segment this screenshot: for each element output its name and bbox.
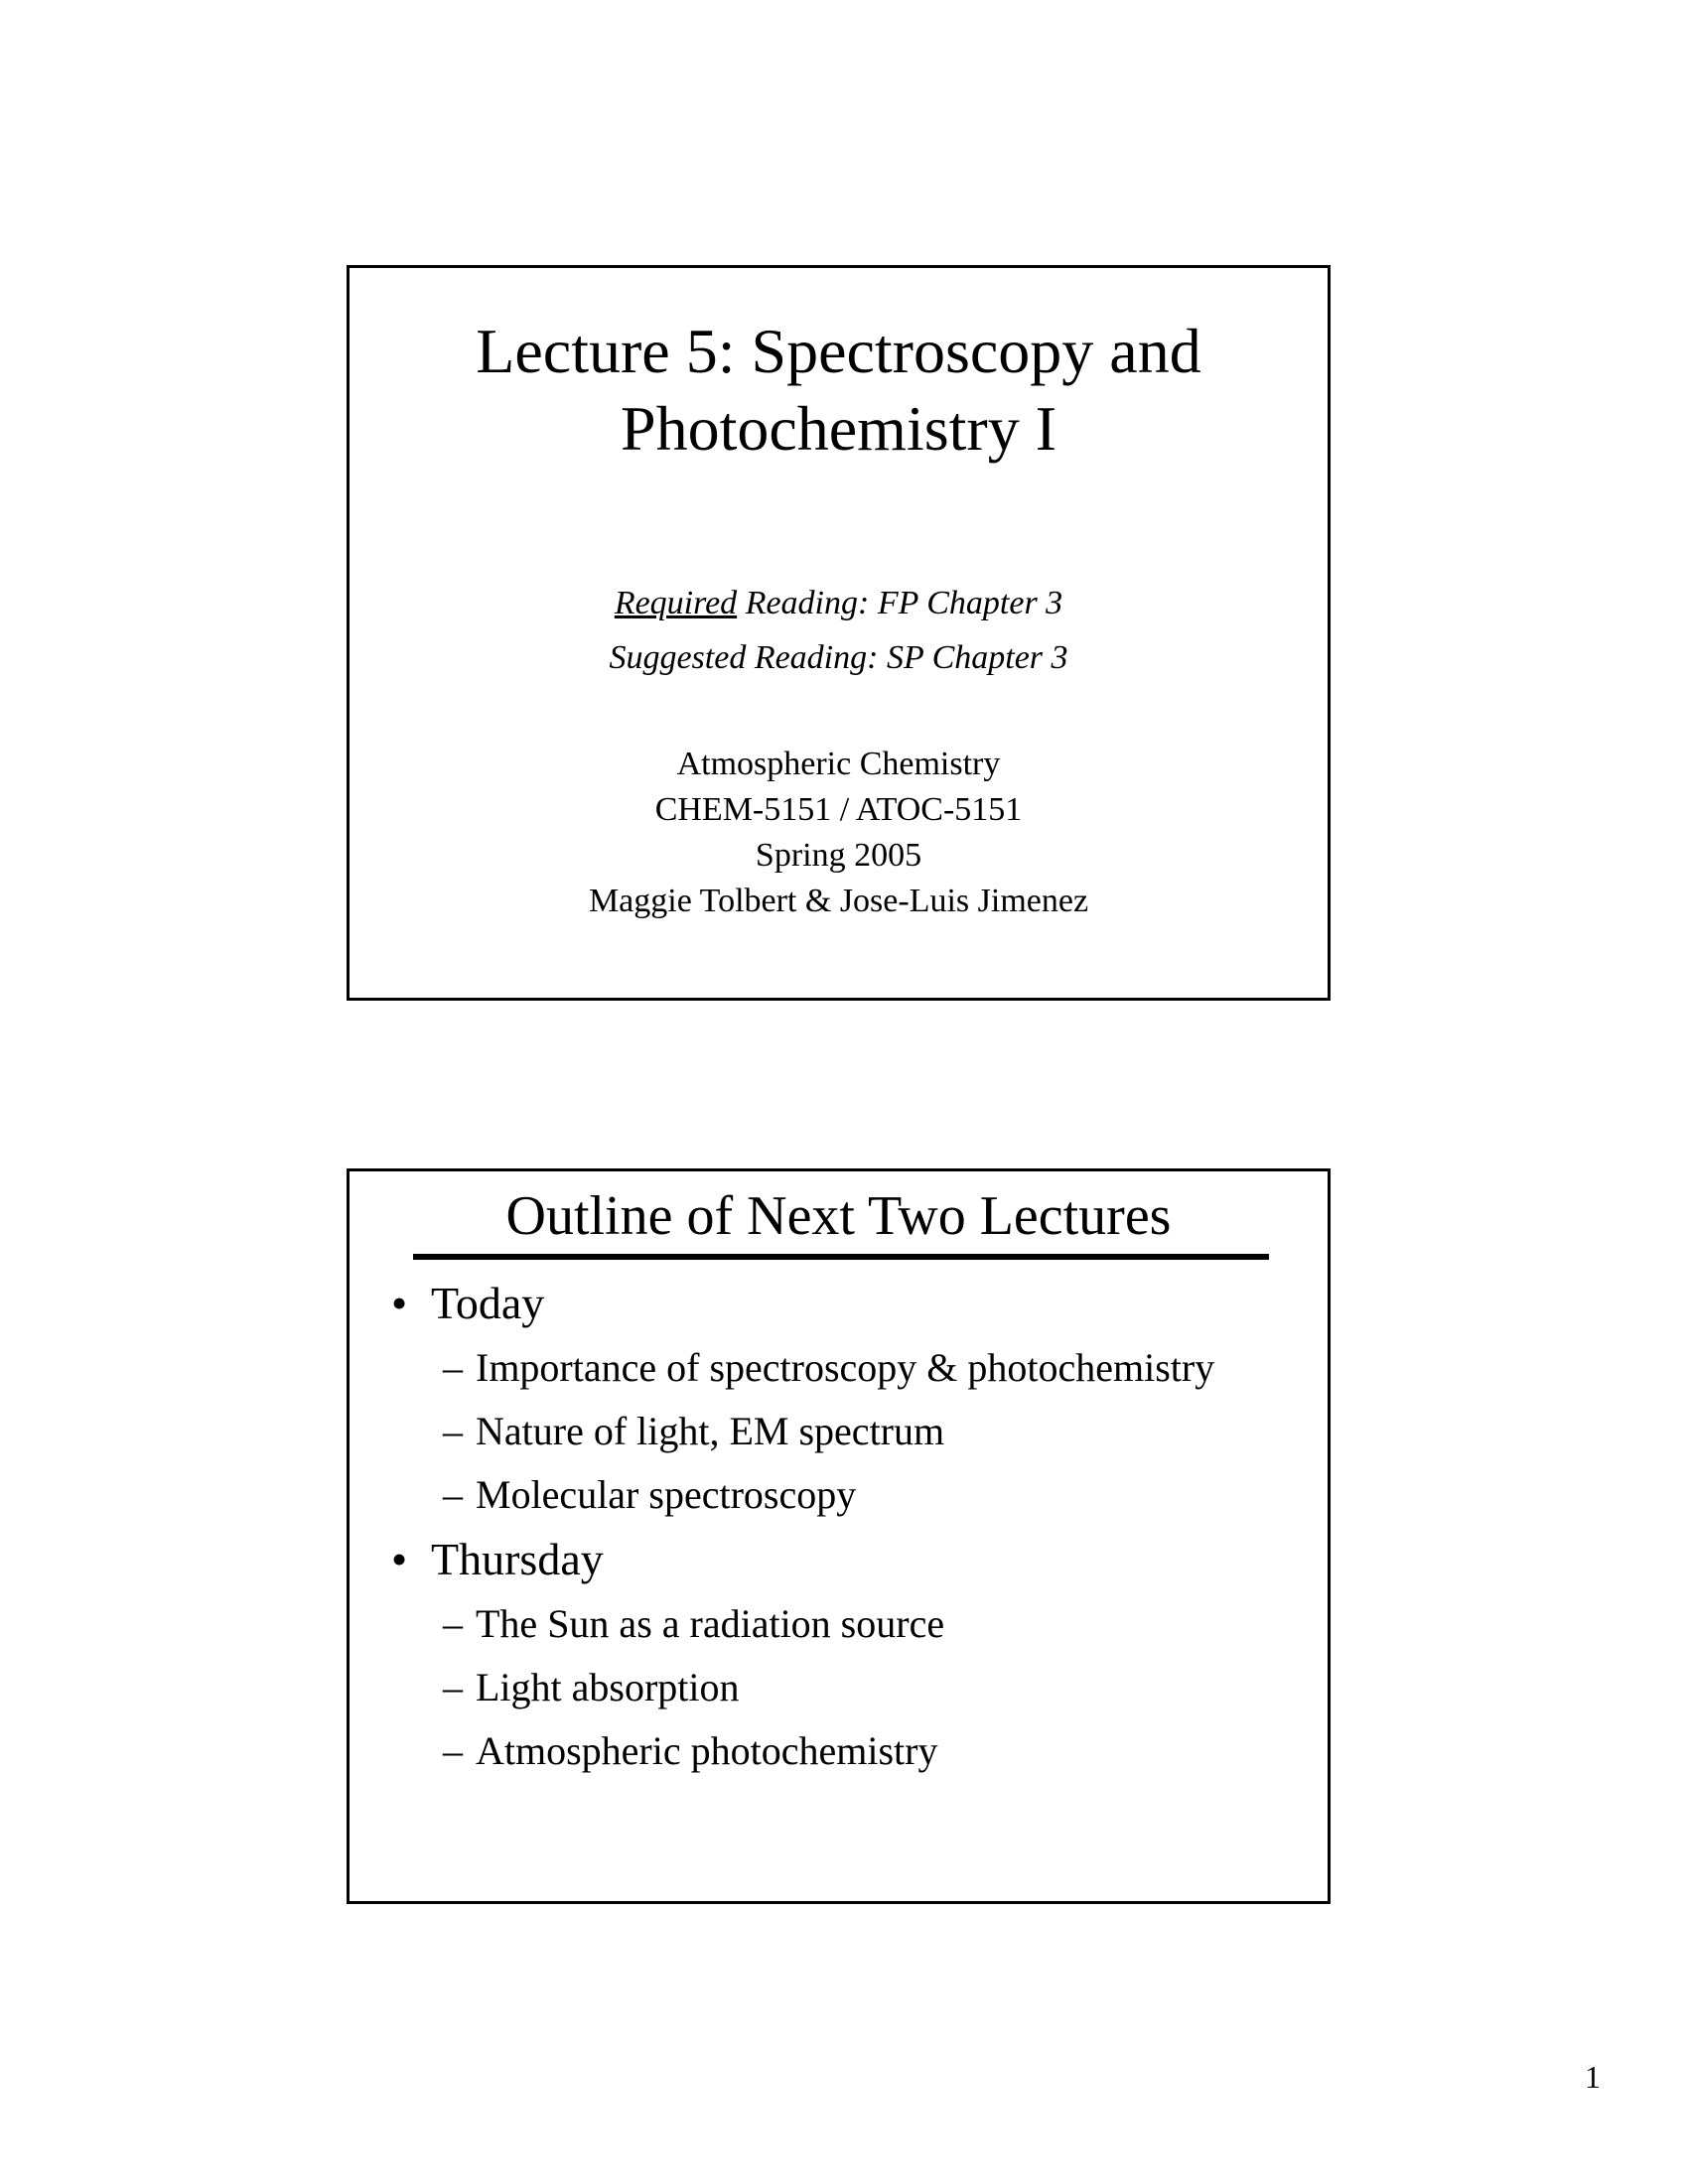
dash-icon: – xyxy=(443,1409,463,1453)
bullet-icon: • xyxy=(391,1278,408,1328)
outline-section-today xyxy=(391,1271,1318,1336)
page-number: 1 xyxy=(1585,2059,1601,2095)
dash-icon: – xyxy=(443,1472,463,1517)
title-underline-rule xyxy=(413,1254,1269,1260)
outline-item-text: The Sun as a radiation source xyxy=(476,1601,945,1646)
outline-item xyxy=(391,1400,1318,1463)
outline-item xyxy=(391,1592,1318,1656)
dash-icon: – xyxy=(443,1345,463,1390)
outline-section-heading: Thursday xyxy=(431,1534,604,1584)
outline-list xyxy=(391,1271,1318,1783)
outline-item xyxy=(391,1656,1318,1719)
outline-section-thursday xyxy=(391,1527,1318,1592)
slide-2 xyxy=(347,1168,1331,1904)
required-reading-text: Reading: FP Chapter 3 xyxy=(737,585,1063,621)
dash-icon: – xyxy=(443,1728,463,1773)
suggested-reading: Suggested Reading: SP Chapter 3 xyxy=(609,639,1068,676)
dash-icon: – xyxy=(443,1601,463,1646)
outline-item-text: Molecular spectroscopy xyxy=(476,1472,857,1517)
outline-item xyxy=(391,1719,1318,1783)
reading-list xyxy=(350,576,1328,685)
slide-1-title xyxy=(350,313,1328,468)
slide-1-title-line-2: Photochemistry I xyxy=(620,393,1057,464)
course-name: Atmospheric Chemistry xyxy=(676,746,1001,782)
slide-1 xyxy=(347,265,1331,1001)
slide-1-title-line-1: Lecture 5: Spectroscopy and xyxy=(476,316,1201,386)
bullet-icon: • xyxy=(391,1534,408,1584)
outline-item-text: Light absorption xyxy=(476,1665,740,1709)
course-instructors: Maggie Tolbert & Jose-Luis Jimenez xyxy=(588,883,1089,919)
required-reading xyxy=(350,576,1328,630)
slide-2-title: Outline of Next Two Lectures xyxy=(505,1185,1172,1247)
course-codes: CHEM-5151 / ATOC-5151 xyxy=(654,791,1023,828)
outline-item-text: Atmospheric photochemistry xyxy=(476,1728,938,1773)
dash-icon: – xyxy=(443,1665,463,1709)
outline-item-text: Nature of light, EM spectrum xyxy=(476,1409,945,1453)
course-term: Spring 2005 xyxy=(755,837,922,874)
course-info xyxy=(350,742,1328,924)
outline-item-text: Importance of spectroscopy & photochemistry xyxy=(476,1345,1215,1390)
outline-item xyxy=(391,1336,1318,1400)
required-label: Required xyxy=(614,585,738,621)
outline-section-heading: Today xyxy=(431,1278,545,1328)
outline-item xyxy=(391,1463,1318,1527)
